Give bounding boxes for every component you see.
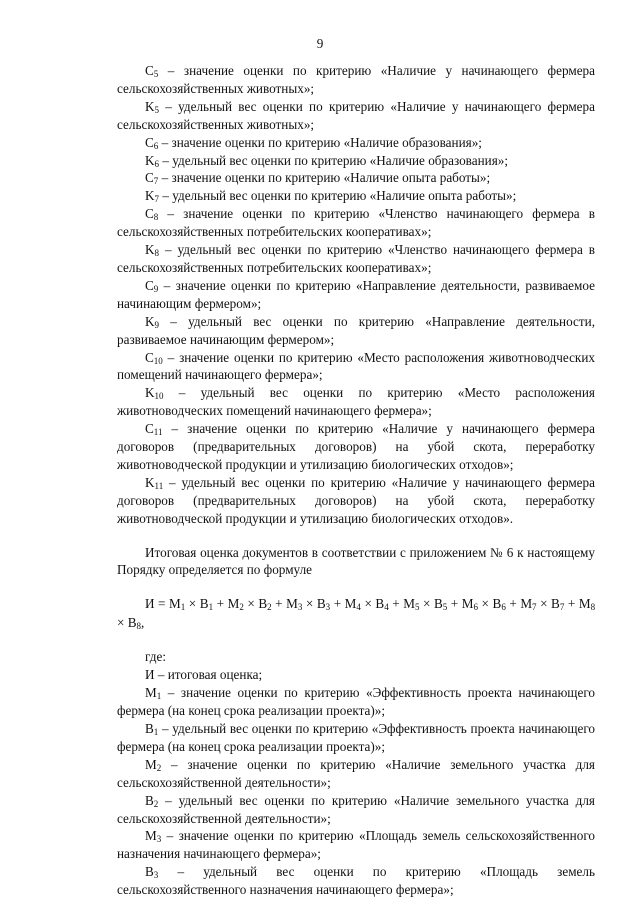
criteria-list-m-b: [117, 666, 595, 899]
criterion-definition: $K_6$ – удельный вес оценки по критерию «Наличие образования»;: [145, 152, 509, 169]
where-label: где:: [145, 649, 166, 665]
criterion-definition: $C_{11}$ – значение оценки по критерию «Наличие у начинающего фермера договоров (предварительных договоров) на убой скота, переработку животноводческой продукции и утилизацию биологических отходов»;: [117, 421, 595, 472]
criterion-definition: $K_9$ – удельный вес оценки по критерию «Направление деятельности, развиваемое начинающим фермером»;: [117, 313, 595, 347]
criterion-definition: $K_8$ – удельный вес оценки по критерию «Членство начинающего фермера в сельскохозяйственных потребительских кооперативах»;: [117, 242, 595, 275]
criterion-definition: $C_7$ – значение оценки по критерию «Наличие опыта работы»;: [145, 170, 491, 187]
criterion-definition: $В_3$ – удельный вес оценки по критерию «Площадь земель сельскохозяйственного назначения начинающего фермера»;: [117, 864, 595, 898]
document-body: [117, 62, 595, 899]
criterion-definition: $C_8$ – значение оценки по критерию «Членство начинающего фермера в сельскохозяйственных потребительских кооперативах»;: [117, 206, 595, 240]
criterion-definition: $В_2$ – удельный вес оценки по критерию «Наличие земельного участка для сельскохозяйственной деятельности»;: [117, 792, 595, 826]
criterion-definition: $K_7$ – удельный вес оценки по критерию «Наличие опыта работы»;: [145, 188, 517, 205]
criterion-definition: $K_5$ – удельный вес оценки по критерию «Наличие у начинающего фермера сельскохозяйственных животных»;: [117, 98, 595, 132]
formula: $И = М_1 \times В_1 + М_2 \times В_2 + М_3 \times В_3 + М_4 \times В_4 + М_5 \times В_5 + М_6 \times В_6 + М_7 \times В_7 + М_8 \times В_8$,: [117, 596, 596, 631]
criterion-definition: $C_{10}$ – значение оценки по критерию «Место расположения животноводческих помещений начинающего фермера»;: [117, 349, 595, 383]
criterion-definition: И – итоговая оценка;: [145, 667, 263, 683]
criterion-definition: $М_1$ – значение оценки по критерию «Эффективность проекта начинающего фермера (на конец срока реализации проекта)»;: [117, 685, 595, 719]
formula-intro: Итоговая оценка документов в соответствии с приложением № 6 к настоящему Порядку определяется по формуле: [117, 544, 595, 578]
criterion-definition: $K_{11}$ – удельный вес оценки по критерию «Наличие у начинающего фермера договоров (предварительных договоров) на убой скота, переработку животноводческой продукции и утилизацию биологических отходов».: [117, 474, 595, 526]
criteria-list-c-k: [117, 62, 595, 528]
criterion-definition: $М_3$ – значение оценки по критерию «Площадь земель сельскохозяйственного назначения начинающего фермера»;: [117, 828, 595, 862]
criterion-definition: $C_9$ – значение оценки по критерию «Направление деятельности, развиваемое начинающим фермером»;: [117, 277, 595, 311]
page-number: 9: [316, 36, 324, 51]
criterion-definition: $М_2$ – значение оценки по критерию «Наличие земельного участка для сельскохозяйственной деятельности»;: [117, 756, 595, 790]
criterion-definition: $В_1$ – удельный вес оценки по критерию «Эффективность проекта начинающего фермера (на конец срока реализации проекта)»;: [117, 721, 595, 754]
criterion-definition: $K_{10}$ – удельный вес оценки по критерию «Место расположения животноводческих помещений начинающего фермера»;: [117, 385, 595, 419]
criterion-definition: $C_5$ – значение оценки по критерию «Наличие у начинающего фермера сельскохозяйственных животных»;: [117, 63, 595, 96]
criterion-definition: $C_6$ – значение оценки по критерию «Наличие образования»;: [145, 134, 482, 151]
